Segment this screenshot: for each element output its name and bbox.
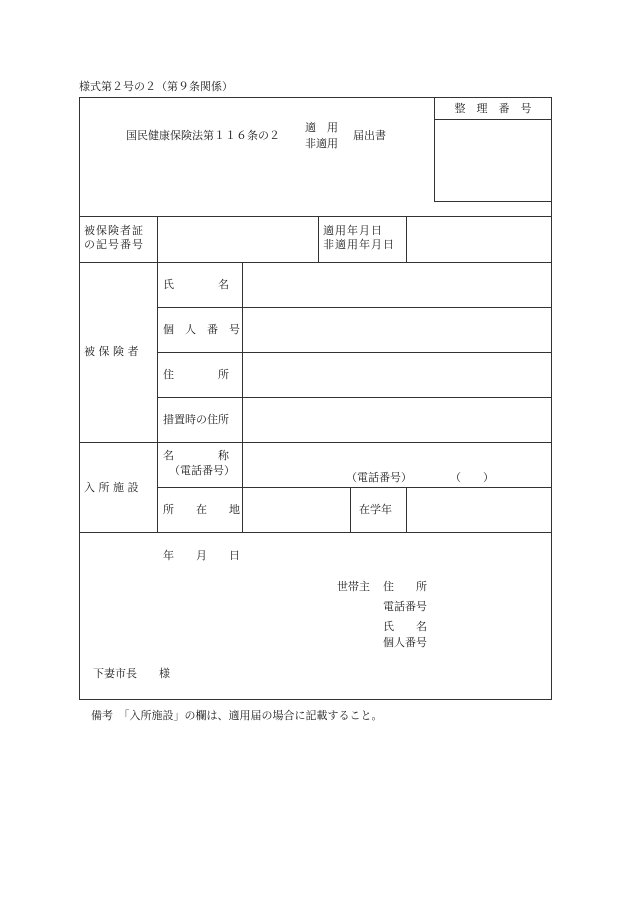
- signature-personal-no-label: 個人番号: [383, 636, 427, 649]
- facility-phone-parens: （ ）: [450, 471, 494, 484]
- title-law: 国民健康保険法第１１６条の２: [126, 129, 280, 142]
- apply-date-label: 適用年月日 非適用年月日: [323, 224, 395, 251]
- reference-number-header-divider: [434, 119, 552, 120]
- form-label: 様式第２号の２（第９条関係）: [79, 80, 233, 93]
- title-suffix: 届出書: [353, 129, 386, 142]
- signature-phone-label: 電話番号: [383, 600, 427, 613]
- signature-name-label: 氏 名: [383, 620, 427, 633]
- row-divider: [79, 532, 552, 533]
- insured-card-label: 被保険者証 の記号番号: [84, 224, 144, 251]
- facility-name-label: 名 称: [163, 449, 229, 462]
- title-option-apply: 適 用: [305, 121, 338, 134]
- facility-location-label: 所 在 地: [163, 503, 240, 516]
- col-divider: [242, 262, 243, 532]
- insured-name-label: 氏 名: [163, 278, 229, 291]
- row-divider: [79, 216, 552, 217]
- col-divider: [157, 216, 158, 532]
- insured-personal-no-label: 個 人 番 号: [163, 323, 240, 336]
- facility-group-label: 入 所 施 設: [84, 481, 139, 494]
- row-divider: [79, 262, 552, 263]
- facility-phone-hint: （電話番号）: [346, 471, 412, 484]
- insured-placement-address-label: 措置時の住所: [163, 413, 229, 426]
- col-divider: [406, 487, 407, 532]
- row-divider: [157, 307, 552, 308]
- signature-address-label: 住 所: [383, 580, 427, 593]
- footnote: 備考 「入所施設」の欄は、適用届の場合に記載すること。: [91, 709, 383, 722]
- signature-householder: 世帯主: [337, 580, 370, 593]
- col-divider: [406, 216, 407, 262]
- title-option-not-apply: 非適用: [305, 137, 338, 150]
- signature-addressee: 下妻市長 様: [93, 667, 170, 680]
- facility-enrollment-label: 在学年: [359, 503, 392, 516]
- insured-group-label: 被 保 険 者: [84, 345, 139, 358]
- row-divider: [157, 487, 552, 488]
- row-divider: [157, 397, 552, 398]
- row-divider: [79, 442, 552, 443]
- facility-name-phone-label: （電話番号）: [169, 464, 235, 477]
- reference-number-header: 整 理 番 号: [454, 102, 532, 115]
- row-divider: [157, 352, 552, 353]
- col-divider: [350, 487, 351, 532]
- col-divider: [318, 216, 319, 262]
- signature-date: 年 月 日: [163, 549, 240, 562]
- insured-address-label: 住 所: [163, 368, 229, 381]
